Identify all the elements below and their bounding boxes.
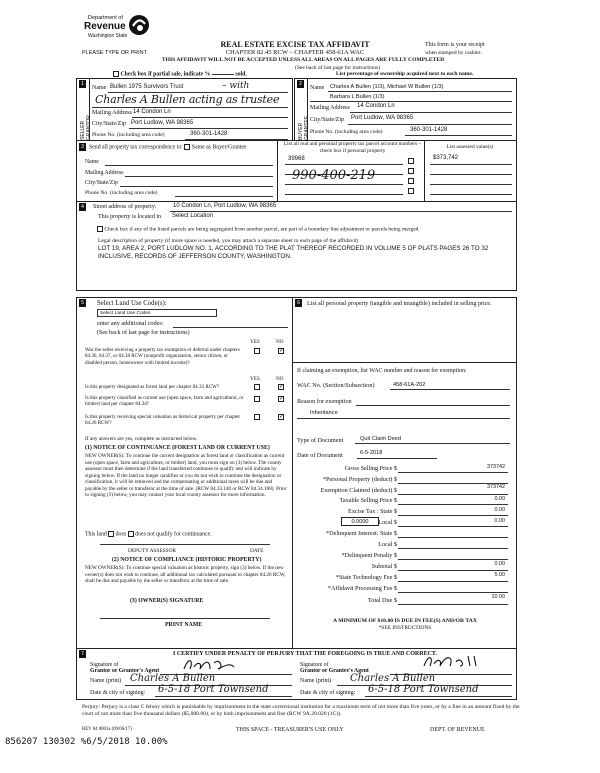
land-use-select[interactable]: Select Land Use Codes [97,309,217,317]
form-note2: when stamped by cashier. [425,50,482,56]
buyer-name-label: Name [310,85,325,91]
grantee-date-label: Date & city of signing: [300,690,356,696]
notice1-text: NEW OWNER(S): To continue the current designation as forest land or classification as current use (open space, farm and agriculture, or timber) land, you must sign on (3) below. The county assessor must then determine if the land transferred continues to qualify and will indicate by signing below. If the land no longer qualifies or you do not wish to continue the designation or classification, it will be removed and the compensating or additional taxes will be due and payable by the seller or transferor at the time of sale. (RCW 84.33.140 or RCW 84.34.108). Prior to signing (3) below, you may contact your local county assessor for more information. [85,453,287,498]
does-checkbox[interactable] [108,531,114,537]
same-as-buyer-checkbox[interactable] [184,144,190,150]
parcel-2-personal-checkbox[interactable] [408,168,414,174]
street-value[interactable]: 10 Condon Ln, Port Ludlow, WA 98365 [173,203,277,209]
taxable-label: Taxable Selling Price $ [339,497,397,504]
parcel-1-personal-checkbox[interactable] [408,158,414,164]
land-use-see-back: (See back of last page for instructions) [97,330,190,336]
rev-number: REV 84 0001a (09/06/17) [82,727,132,732]
corr-name-label: Name [85,159,99,165]
additional-codes-label: enter any additional codes: [97,320,164,327]
q-historic-yes[interactable] [254,414,260,420]
print-name-label: PRINT NAME [165,622,203,628]
gross-label: Gross Selling Price $ [344,465,397,472]
interest-local-label: Local $ [378,541,397,548]
does-not-label: does not [135,531,155,538]
does-not-checkbox[interactable] [128,531,134,537]
seller-phone-label: Phone No. (including area code) [92,132,165,138]
q-exemption: Was the seller receiving a property tax exemption or deferral under chapters 84.36, 84.37, or 84.38 RCW (nonprofit organization, senior citizen, or disabled person, homeowner with limited income)? [85,347,240,366]
correspondence-label: Send all property tax correspondence to: [89,144,183,151]
dept-logo [66,6,146,46]
wac-value[interactable]: 458-61A-202 [393,382,426,388]
no-header-2: NO [276,376,284,382]
notice2-title: (2) NOTICE OF COMPLIANCE (HISTORIC PROPERTY) [112,557,262,563]
q-current-use-no[interactable]: ✓ [279,396,285,402]
q-exemption-no[interactable]: ✓ [279,348,285,354]
interest-state-label: *Delinquent Interest: State $ [326,530,397,537]
seller-mailing-value[interactable]: 14 Condon Ln [133,109,171,115]
claim-exemption-label: If claiming an exemption, list WAC number and reason for exemption: [297,368,467,374]
seller-name-label: Name [92,85,107,91]
doc-type-value[interactable]: Quit Claim Deed [360,436,402,442]
q-current-use: Is this property classified as current use (open space, farm and agricultural, or timber) land per chapter 84.34? [85,395,244,408]
located-value[interactable]: Select Location [172,213,214,219]
see-back-note: (See back of last page for instructions) [295,65,380,71]
buyer-name-value[interactable]: Charles A Bullen (1/3), Michael W Bullen (1/3) [330,84,444,90]
buyer-side-label: BUYER [298,122,304,140]
dept-line3: Washington State [88,33,128,39]
chapter-line: CHAPTER 82.45 RCW – CHAPTER 458-61A WAC [225,49,365,56]
total-label: Total Due $ [367,597,397,604]
corr-city-label: City/State/Zip [85,180,118,186]
buyer-mailing-value[interactable]: 14 Condon Ln [357,103,395,109]
q-current-use-yes[interactable] [254,396,260,402]
dept-footer: DEPT. OF REVENUE [430,727,485,733]
grantor-signature-icon [180,655,250,675]
total-value[interactable]: 10.00 [491,594,505,600]
please-type: PLEASE TYPE OR PRINT [82,50,148,56]
seller-name-value[interactable]: Bullen 1975 Survivors Trust [110,84,184,90]
affidavit-fee-label: *Affidavit Processing Fee $ [327,585,397,592]
doc-date-label: Date of Document [297,452,343,459]
doc-date-value[interactable]: 6-5-2018 [360,450,383,456]
see-instructions: *SEE INSTRUCTIONS [378,625,432,631]
gross-value[interactable]: 373742 [487,464,505,470]
this-land-label: This land [85,531,107,538]
segregated-row [97,226,507,232]
page-title: REAL ESTATE EXCISE TAX AFFIDAVIT [220,40,370,49]
subtotal-value[interactable]: 0.00 [494,561,505,567]
notice1-title: (1) NOTICE OF CONTINUANCE (FOREST LAND OR CURRENT USE) [85,445,270,451]
sig-grantor-label1: Signature of [90,662,119,668]
perjury-note: Perjury: Perjury is a class C felony which is punishable by imprisonment in the state correctional institution for a maximum term of not more than five years, or by a fine in an amount fixed by the court of not more than five thousand dollars ($5,000.00), or by both imprisonment and fine (RCW 9A.20.020 (1C)). [82,704,520,717]
personal-deduct-label: *Personal Property (deduct) $ [322,476,397,483]
local-value[interactable]: 0.00 [494,518,505,524]
form-note1: This form is your receipt [425,42,485,48]
deputy-date-label: DATE [250,548,264,554]
reason-value[interactable]: Inheritance [310,410,338,416]
buyer-city-label: City/State/Zip [310,117,344,123]
qualify-label: qualify for continuance. [156,531,212,538]
buyer-phone-value[interactable]: 360-301-1428 [410,127,448,133]
excise-state-label: Excise Tax : State $ [348,508,397,515]
grantee-date: 6-5-18 Port Townsend [368,684,479,695]
buyer-phone-label: Phone No. (including area code) [310,129,383,135]
assessed-1[interactable]: $373,742 [433,155,459,161]
seller-mailing-label: Mailing Address [92,110,132,116]
correspondence-row [89,144,247,150]
dept-line1: Department of [88,15,123,21]
parcel-1[interactable]: 39968 [288,156,305,162]
q-historic: Is this property receiving special valuation as historical property per chapter 84.26 RCW? [85,414,241,427]
personal-property-label: List all personal property (tangible and intangible) included in selling price. [307,301,492,307]
street-label: Street address of property: [93,204,157,210]
wac-label: WAC No. (Section/Subsection) [297,382,375,389]
buyer-name-value2[interactable]: Barbara L Bullen (1/3) [330,94,385,100]
yes-header-1: YES [250,339,260,345]
sold-label: sold. [235,71,247,78]
buyer-mailing-label: Mailing Address [310,105,350,111]
seller-city-value[interactable]: Port Ludlow, WA 98365 [131,120,194,126]
local-rate[interactable]: 0.0000 [341,517,379,526]
receipt-stamp: 856207 130302 %6/5/2018 10.00% [5,737,168,747]
q-forest-yes[interactable] [254,384,260,390]
partial-sale-row [113,71,247,77]
grantee-name-print-label: Name (print) [300,678,332,684]
q-forest: Is this property designated as forest land per chapter 84.33 RCW? [85,384,220,390]
dept-line2: Revenue [84,21,126,32]
buyer-city-value[interactable]: Port Ludlow, WA 98365 [351,115,414,121]
sig-grantor-label2: Grantor or Grantor's Agent [90,668,160,674]
partial-sale-checkbox[interactable] [113,71,119,77]
grantee-name-print: Charles A Bullen [350,673,436,684]
assessed-header: List assessed value(s) [446,144,494,150]
land-use-label: Select Land Use Code(s): [97,300,167,307]
seller-handwritten-with: – with [222,81,250,91]
parcel-4-personal-checkbox[interactable] [408,188,414,194]
certify-title: I CERTIFY UNDER PENALTY OF PERJURY THAT THE FOREGOING IS TRUE AND CORRECT. [172,651,437,657]
if-yes-note: If any answers are yes, complete as instructed below. [85,436,198,442]
legal-label: Legal description of property (if more space is needed, you may attach a separate sheet to each page of the affidavit) [98,238,359,244]
warning-line: THIS AFFIDAVIT WILL NOT BE ACCEPTED UNLESS ALL AREAS ON ALL PAGES ARE FULLY COMPLETED [161,57,445,63]
q-historic-no[interactable]: ✓ [279,414,285,420]
ownership-note: List percentage of ownership acquired next to each name. [336,71,474,77]
legal-value[interactable]: LOT 19, AREA 2, PORT LUDLOW NO. 1, ACCORDING TO THE PLAT THEREOF RECORDED IN VOLUME 5 OF PLATS PAGES 26 TO 32 INCLUSIVE, RECORDS OF JEFFERSON COUNTY, WASHINGTON. [98,245,489,260]
revenue-logo-icon [128,14,150,36]
segregated-label: Check box if any of the listed parcels are being segregated from another parcel, are part of a boundary line adjustment or parcels being merged. [104,226,420,233]
q-exemption-yes[interactable] [254,348,260,354]
sig-grantee-label1: Signature of [300,662,329,668]
sig-grantee-label2: Grantor or Grantee's Agent [300,668,369,674]
partial-sale-label: Check box if partial sale, indicate % [120,71,211,78]
minimum-note: A MINIMUM OF $10.00 IS DUE IN FEE(S) AND/OR TAX [333,618,477,624]
taxable-value[interactable]: 0.00 [494,496,505,502]
located-label: This property is located in [98,214,161,220]
grantor-date-label: Date & city of signing: [90,690,146,696]
grantor-date: 6-5-18 Port Townsend [158,684,269,695]
tech-fee-value[interactable]: 5.00 [494,572,505,578]
local-label: Local $ [378,519,397,526]
seller-phone-value[interactable]: 360-301-1428 [190,131,228,137]
seller-side-label: SELLER [80,120,86,140]
deputy-label: DEPUTY ASSESSOR [128,548,176,554]
parcel-3-personal-checkbox[interactable] [408,178,414,184]
grantor-name-print: Charles A Bullen [130,673,216,684]
notice2-text: NEW OWNER(S): To continue special valuation as historic property, sign (3) below. If the new owner(s) does not wish to continue, all additional tax calculated pursuant to chapter 84.26 RCW, shall be due and payable by the seller or transferor at the time of sale. [85,565,286,584]
penalty-label: *Delinquent Penalty $ [341,552,397,559]
exemption-claimed-label: Exemption Claimed (deduct) $ [320,487,397,494]
this-land-row [85,531,212,537]
grantor-name-print-label: Name (print) [90,678,122,684]
corr-phone-label: Phone No. (including area code) [85,190,158,196]
same-as-buyer-label: Same as Buyer/Grantee [191,144,247,151]
parcel-handwritten: 990-400-219 [292,168,376,183]
reason-label: Reason for exemption [297,398,352,405]
corr-mailing-label: Mailing Address [85,170,124,176]
grantee-signature-icon [420,652,490,672]
seller-city-label: City/State/Zip [92,121,126,127]
q-forest-no[interactable]: ✓ [279,384,285,390]
segregated-checkbox[interactable] [97,226,103,232]
excise-state-value[interactable]: 0.00 [494,507,505,513]
owner-signature-label: (3) OWNER(S) SIGNATURE [130,598,204,604]
exemption-claimed-value[interactable]: 373742 [487,484,505,490]
treasurer-note: THIS SPACE - TREASURER'S USE ONLY [236,727,344,733]
does-label: does [115,531,127,538]
yes-header-2: YES [250,376,260,382]
seller-handwritten-name: Charles A Bullen acting as trustee [95,93,280,106]
doc-type-label: Type of Document [297,437,344,444]
no-header-1: NO [276,339,284,345]
subtotal-label: Subtotal $ [371,563,397,570]
parcels-header: List all real and personal property tax parcel account numbers – check box if personal property [283,141,422,154]
tech-fee-label: *State Technology Fee $ [335,574,397,581]
